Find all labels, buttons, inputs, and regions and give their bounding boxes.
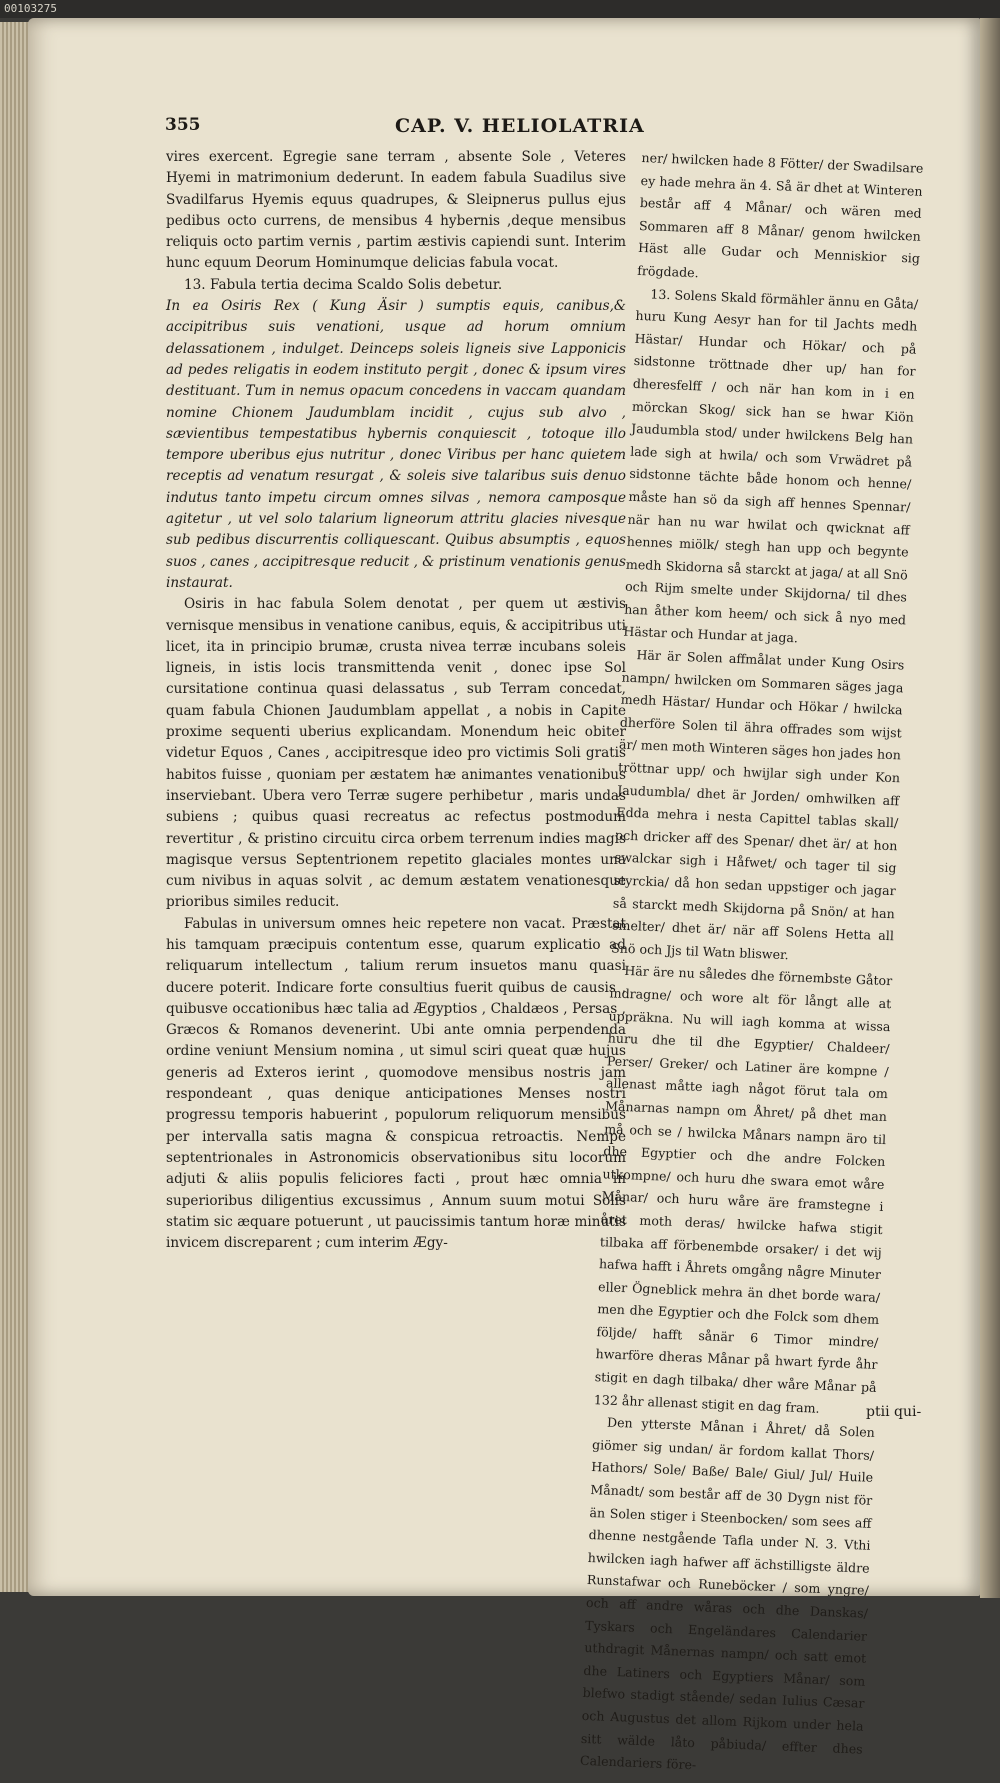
page-header: [165, 115, 645, 141]
running-title: CAP. V. HELIOLATRIA: [395, 115, 645, 137]
catchword: ptii qui-: [866, 1404, 922, 1420]
swedish-paragraph: ner/ hwilcken hade 8 Fötter/ der Swadilsare ey hade mehra än 4. Så är dhet at Winteren består aff 4 Månar/ och wären med Sommaren aff 8 Månar/ genom hwilcken Häst alle Gudar och Menniskior sig frögdade.: [636, 149, 924, 281]
book-gutter-edge: [980, 18, 1000, 1598]
swedish-paragraph: Här äre nu således dhe förnembste Gåtor indragne/ och wore alt för långt alle at uppräkna. Nu will iagh komma at wissa huru dhe til dhe Egyptier/ Chaldeer/ Perser/ Greker/ och Latiner äre kompne / allenast måtte iagh något förut tala om Månarnas nampn om Åhret/ på dhet man må och se / hwilcka Månars nampn äro til dhe Egyptier och dhe andre Folcken utkompne/ och huru dhe swara emot wåre Månar/ och huru wåre äre framstegne i året moth deras/ hwilcke hafwa stigit tilbaka aff förbenembde orsaker/ i det wij hafwa hafft i Åhrets omgång någre Minuter eller Ögneblick mehra än dhet borde wara/ men dhe Egyptier och dhe Folck som dhem följde/ hafft sånär 6 Timor mindre/ hwarföre dheras Månar på hwart fyrde åhr stigit en dagh tilbaka/ dher wåre Månar på 132 åhr allenast stigit en dag fram.: [593, 963, 893, 1416]
latin-fable-text: In ea Osiris Rex ( Kung Äsir ) sumptis equis, canibus,& accipitribus suis venationi, usque ad horum omnium delassationem , indulget. Deinceps soleis ligneis sive Lapponicis ad pedes religatis in eodem instituto pergit , donec & ipsum vires destituant. Tum in nemus opacum concedens in vaccam quandam nomine Chionem Jaudumblam incidit , cujus sub alvo , sævientibus tempestatibus hybernis conquiescit , totoque illo tempore uberibus ejus nutritur , donec Viribus per hanc quietem receptis ad venatum resurgat , & soleis sive talaribus suis denuo indutus tanto impetu circum omnes silvas , nemora camposque agitetur , ut vel solo talarium ligneorum attritu glacies nivesque sub pedibus discurrentis colliquescant. Quibus absumptis , equos suos , canes , accipitresque reducit , & pristinum venationis genus instaurat.: [166, 298, 626, 591]
swedish-paragraph: Den ytterste Månan i Åhret/ då Solen giömer sig undan/ är fordom kallat Thors/ Hathors/ Sole/ Baße/ Bale/ Giul/ Jul/ Huile Månadt/ som består aff de 30 Dygn nist för än Solen stiger i Steenbocken/ som sees aff dhenne nestgående Tafla under N. 3. Vthi hwilcken iagh hafwer aff ächstilligste äldre Runstafwar och Runeböcker / som yngre/ och aff andre wåras och dhe Danskas/ Tyskars och Engeländares Calendarier uthdragit Månernas nampn/ och satt emot dhe Latiners och Egyptiers Månar/ som blefwo stadigt stående/ sedan Iulius Cæsar och Augustus det allom Rijkom under hela sitt wälde låto påbiuda/ effter dhes Calendariers före-: [579, 1414, 876, 1773]
latin-column: [166, 147, 626, 1254]
swedish-paragraph: Här är Solen affmålat under Kung Osirs nampn/ hwilcken om Sommaren säges jaga medh Hästar/ Hundar och Hökar / hwilcka dherföre Solen til ähra offrades som wijst är/ men moth Winteren säges hon jades hon tröttnar upp/ och hwijlar sigh under Kon Jaudumbla/ dhet är Jorden/ omhwilken aff Edda mehra i nesta Capittel tablas skall/ och dricker aff des Spenar/ dhet är/ at hon swalckar sigh i Håfwet/ och tager til sig styrckia/ då hon sedan uppstiger och jagar så starckt medh Skijdorna på Snön/ at han smelter/ dhet är/ när aff Solens Hetta all Snö och Jjs til Watn bliswer.: [610, 647, 905, 963]
latin-paragraph: Osiris in hac fabula Solem denotat , per quem ut æstivis vernisque mensibus in venatione canibus, equis, & accipitribus uti licet, ita in principio brumæ, crusta nivea terræ incubans soleis ligneis, in istis locis transmittenda venit , donec ipse Sol cursitatione continua quasi delassatus , sub Terram concedat, quam fabula Chionen Jaudumblam appellat , a nobis in Capite proxime sequenti uberius explicandam. Monendum heic obiter videtur Equos , Canes , accipitresque ideo pro victimis Soli gratis habitos fuisse , quoniam per æstatem hæ animantes venationibus inserviebant. Ubera vero Terræ sugere perhibetur , maris undas subiens ; quibus quasi recreatus ac refectus postmodum revertitur , & pristino circuitu circa orbem terrenum indies magis magisque versus Septentrionem repetito glaciales montes una cum nivibus in aquas solvit , ac demum æstatem venationesque prioribus similes reducit.: [166, 596, 626, 911]
latin-paragraph: Fabulas in universum omnes heic repetere non vacat. Præstat his tamquam præcipuis contentum esse, quarum explicatio ad reliquarum intellectum , talium rerum insuetos manu quasi ducere poterit. Indicare forte consultius fuerit quibus de causis , quibusve occationibus hæc talia ad Ægyptios , Chaldæos , Persas , Græcos & Romanos devenerint. Ubi ante omnia perpendenda ordine veniunt Mensium nomina , ut simul sciri queat quæ hujus generis ad Exteros ierint , quomodove mensibus nostris jam respondeant , quas denique anticipationes Menses nostri progressu temporis habuerint , populorum reliquorum mensibus per intervalla satis magna & conspicua retroactis. Nempe septentrionales in Astronomicis observationibus situ locorum adjuti & aliis populis feliciores facti , prout hæc omnia in superioribus diligentius excussimus , Annum suum motui Solis statim sic æquare potuerunt , ut paucissimis tantum horæ minutis invicem discreparent ; cum interim Ægy-: [166, 915, 626, 1252]
archive-id-strip: [0, 0, 1000, 18]
archive-id: 00103275: [4, 2, 57, 15]
swedish-paragraph: 13. Solens Skald förmähler ännu en Gåta/ huru Kung Aesyr han for til Jachts medh Hästar/ Hundar och Hökar/ och på sidstonne tröttnade dher up/ han for dheresfelff / och när han kom in i en mörckan Skog/ sick han se hwar Kiön Jaudumbla stod/ under hwilckens Belg han lade sigh at hwila/ och som Vrwädret på sidstonne tächte både honom och henne/ måste han sö da sigh aff hennes Spennar/ när han nu war hwilat och qwicknat aff hennes miölk/ stegh han upp och begynte medh Skidorna så starckt at jaga/ at all Snö och Rijm smelte under Skijdorna/ til dhes han åther kom heem/ och sick å nyo med Hästar och Hundar at jaga.: [623, 285, 919, 646]
latin-fable-heading: 13. Fabula tertia decima Scaldo Solis debetur.: [184, 276, 503, 293]
latin-paragraph: vires exercent. Egregie sane terram , absente Sole , Veteres Hyemi in matrimonium dederunt. In eadem fabula Suadilus sive Svadilfarus Hyemis equus quadrupes, & Sleipnerus pullus ejus pedibus octo currens, de mensibus 4 hybernis ,deque mensibus reliquis octo partim vernis , partim æstivis capiendi sunt. Interim hunc equum Deorum Hominumque delicias fabula vocat.: [166, 149, 626, 272]
page-number: 355: [165, 115, 201, 135]
